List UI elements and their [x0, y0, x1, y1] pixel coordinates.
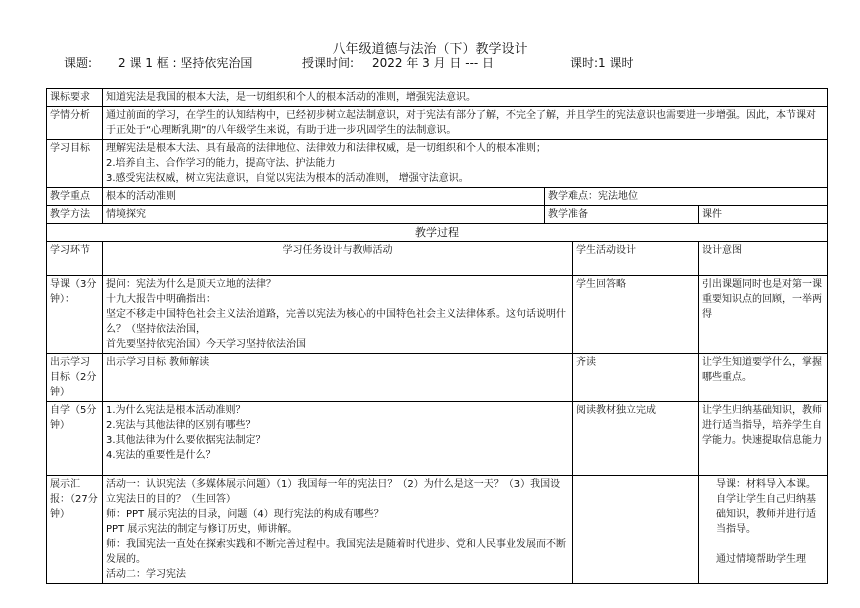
step-intent: 引出课题同时也是对第一课重要知识点的回顾，一举两得 — [699, 276, 828, 354]
teaching-focus: 根本的活动准则 — [103, 188, 545, 206]
learning-objectives — [103, 140, 828, 188]
step-phase: 展示汇报：（27分钟） — [47, 476, 103, 584]
table-row — [47, 140, 828, 188]
difficulty-value: ：宪法地位 — [588, 191, 638, 202]
table-row — [47, 276, 828, 354]
task-line: 活动二：学习宪法 — [106, 569, 186, 580]
intent-line: 导课：材料导入本课。自学让学生自己归纳基础知识，教师并进行适当指导。 — [716, 479, 816, 535]
table-row — [47, 476, 828, 584]
step-student — [573, 476, 699, 584]
col-header-phase: 学习环节 — [47, 242, 103, 276]
task-line: 师：PPT 展示宪法的目录，问题（4）现行宪法的构成有哪些？ — [106, 509, 384, 520]
step-intent — [699, 476, 828, 584]
topic-value: 2 课 1 框 : 坚持依宪治国 — [118, 56, 253, 70]
task-line: 4.宪法的重要性是什么？ — [106, 450, 216, 461]
step-student: 阅读教材独立完成 — [573, 402, 699, 476]
lesson-hours: 课时:1 课时 — [570, 56, 634, 70]
task-line: 3.其他法律为什么要依据宪法制定？ — [106, 435, 266, 446]
table-row — [47, 206, 828, 224]
step-student: 学生回答略 — [573, 276, 699, 354]
student-analysis: 通过前面的学习，在学生的认知结构中，已经初步树立起法制意识，对于宪法有部分了解，不完全了解，并且学生的宪法意识也需要进一步增强。因此，本节课对于正处于“心理断乳期”的八年级学生来说，有助于进一步巩固学生的法制意识。 — [103, 107, 828, 140]
step-phase: 出示学习目标（2分钟） — [47, 354, 103, 402]
step-task — [103, 354, 573, 402]
task-line: 1.为什么宪法是根本活动准则？ — [106, 405, 246, 416]
step-student: 齐读 — [573, 354, 699, 402]
task-line: 师：我国宪法一直处在探索实践和不断完善过程中。我国宪法是随着时代进步、党和人民事业发展而不断发展的。 — [106, 539, 566, 565]
task-line: 活动一：认识宪法（多媒体展示问题）（1）我国每一年的宪法日？（2）为什么是这一天？（3）我国设立宪法日的目的？（生回答） — [106, 479, 561, 505]
topic-label: 课题: — [64, 56, 93, 70]
time-label: 授课时间: — [302, 56, 355, 70]
document-title: 八年级道德与法治（下）教学设计 — [332, 42, 528, 57]
row-label: 教学方法 — [47, 206, 103, 224]
step-phase: 自学（5分钟） — [47, 402, 103, 476]
row-label: 教学重点 — [47, 188, 103, 206]
step-phase: 导课（3分钟）： — [47, 276, 103, 354]
task-line: 首先要坚持依宪治国）今天学习坚持依法治国 — [106, 339, 306, 350]
prep-value: 课件 — [699, 206, 828, 224]
step-intent: 让学生知道要学什么，掌握哪些重点。 — [699, 354, 828, 402]
task-line: 出示学习目标 教师解读 — [106, 357, 210, 368]
task-line: PPT 展示宪法的制定与修订历史，师讲解。 — [106, 524, 298, 535]
objective-line: 2.培养自主、合作学习的能力，提高守法、护法能力 — [106, 158, 336, 169]
table-row — [47, 402, 828, 476]
process-header: 教学过程 — [47, 224, 828, 242]
step-task — [103, 476, 573, 584]
task-line: 提问：宪法为什么是顶天立地的法律？ — [106, 279, 276, 290]
table-row — [47, 224, 828, 242]
curriculum-requirement: 知道宪法是我国的根本大法，是一切组织和个人的根本活动的准则，增强宪法意识。 — [103, 89, 828, 107]
table-row — [47, 188, 828, 206]
task-line: 十九大报告中明确指出： — [106, 294, 216, 305]
col-header-intent: 设计意图 — [699, 242, 828, 276]
task-line: 坚定不移走中国特色社会主义法治道路，完善以宪法为核心的中国特色社会主义法律体系。这句话说明什么？（坚持依法治国， — [106, 309, 566, 335]
time-value: 2022 年 3 月 日 --- 日 — [372, 56, 495, 70]
col-header-student: 学生活动设计 — [573, 242, 699, 276]
lesson-info — [0, 54, 860, 72]
row-label: 课标要求 — [47, 89, 103, 107]
teaching-method: 情境探究 — [103, 206, 545, 224]
table-row — [47, 89, 828, 107]
step-intent: 让学生归纳基础知识，教师进行适当指导，培养学生自学能力。快速提取信息能力 — [699, 402, 828, 476]
intent-line: 通过情境帮助学生理 — [716, 554, 806, 565]
table-row — [47, 107, 828, 140]
task-line: 2.宪法与其他法律的区别有哪些？ — [106, 420, 256, 431]
lesson-plan-table — [46, 88, 828, 584]
row-label: 学习目标 — [47, 140, 103, 188]
difficulty-label: 教学难点 — [548, 191, 588, 202]
objective-line: 理解宪法是根本大法、具有最高的法律地位、法律效力和法律权威，是一切组织和个人的根本准则； — [106, 143, 546, 154]
objective-line: 3.感受宪法权威，树立宪法意识，自觉以宪法为根本的活动准则， 增强守法意识。 — [106, 173, 469, 184]
table-row — [47, 354, 828, 402]
step-task — [103, 402, 573, 476]
table-row — [47, 242, 828, 276]
prep-label: 教学准备 — [545, 206, 699, 224]
step-task — [103, 276, 573, 354]
col-header-task: 学习任务设计与教师活动 — [103, 242, 573, 276]
row-label: 学情分析 — [47, 107, 103, 140]
teaching-difficulty — [545, 188, 828, 206]
